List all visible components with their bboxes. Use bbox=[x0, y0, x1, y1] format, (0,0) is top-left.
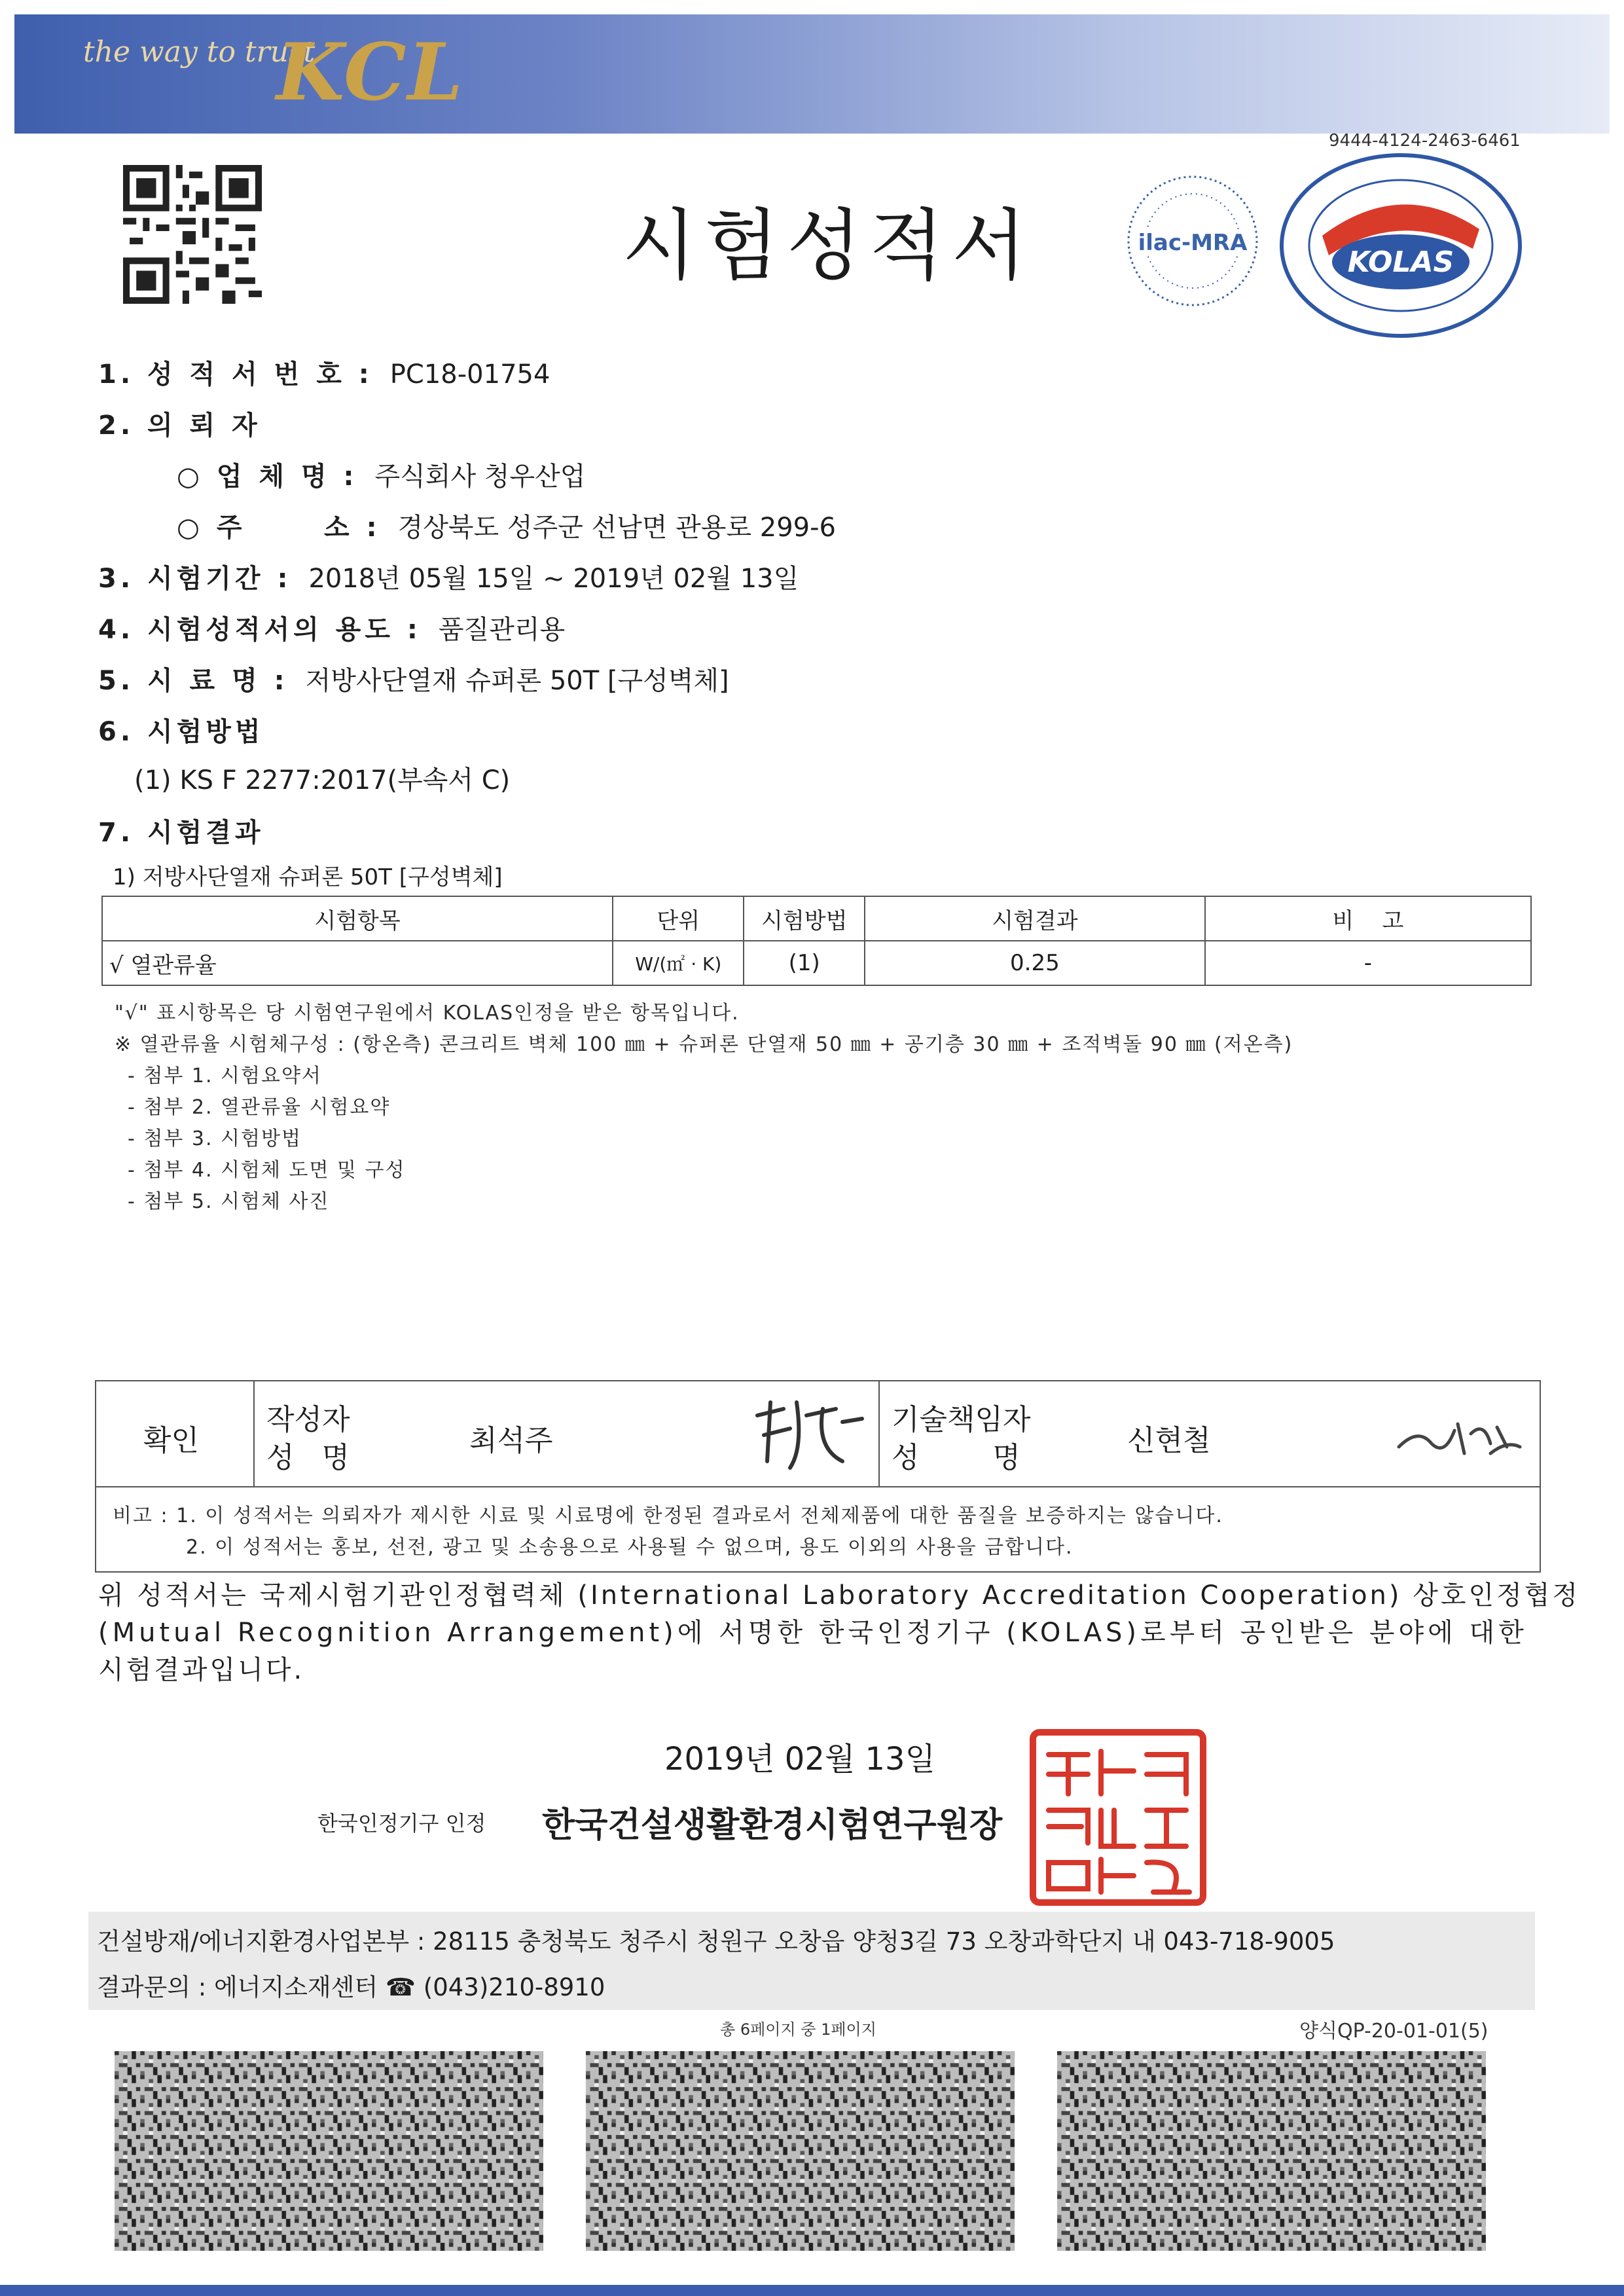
statement-line: 시험결과입니다. bbox=[98, 1655, 305, 1685]
security-barcode-icon bbox=[1057, 2051, 1486, 2251]
test-result-subtitle: 1) 저방사단열재 슈퍼론 50T [구성벽체] bbox=[113, 864, 503, 890]
results-table bbox=[101, 896, 1532, 986]
kolas-label: KOLAS bbox=[1347, 246, 1454, 279]
tech-role: 기술책임자 bbox=[892, 1403, 1031, 1436]
company-row bbox=[177, 456, 585, 493]
table-header-row bbox=[102, 896, 1531, 941]
author-name-label: 성 명 bbox=[266, 1441, 350, 1474]
report-number-value: PC18-01754 bbox=[389, 359, 550, 390]
note-line: ※ 열관류율 시험체구성 : (항온측) 콘크리트 벽체 100 ㎜ + 슈퍼론 단열재 50 ㎜ + 공기층 30 ㎜ + 조적벽돌 90 ㎜ (저온측) bbox=[115, 1033, 1293, 1056]
page-info: 총 6페이지 중 1페이지 bbox=[720, 2020, 876, 2039]
note-line: - 첨부 3. 시험방법 bbox=[128, 1127, 302, 1150]
test-method-value: (1) KS F 2277:2017(부속서 C) bbox=[134, 765, 511, 795]
table-cell: (1) bbox=[744, 941, 865, 985]
table-cell: √ 열관류율 bbox=[102, 941, 613, 985]
table-header-cell: 시험결과 bbox=[865, 896, 1205, 941]
table-header-cell: 시험방법 bbox=[744, 896, 865, 941]
table-cell: W/(㎡ · K) bbox=[613, 941, 744, 985]
issuer-name: 한국건설생활환경시험연구원장 bbox=[542, 1806, 1003, 1845]
remark-line: 2. 이 성적서는 홍보, 선전, 광고 및 소송용으로 사용될 수 없으며, 용도 이외의 사용을 금합니다. bbox=[186, 1536, 1074, 1559]
report-number-row bbox=[98, 354, 550, 391]
author-name: 최석주 bbox=[469, 1424, 553, 1457]
statement-line: (Mutual Recognition Arrangement)에 서명한 한국인정기구 (KOLAS)로부터 공인받은 분야에 대한 bbox=[98, 1618, 1528, 1648]
note-line: - 첨부 1. 시험요약서 bbox=[128, 1065, 322, 1087]
ilac-mra-badge-icon bbox=[1121, 169, 1265, 313]
address-label: ○ 주 소 : bbox=[177, 513, 381, 543]
kcl-logo: KCL bbox=[276, 26, 464, 118]
address-value: 경상북도 성주군 선남면 관용로 299-6 bbox=[397, 513, 837, 543]
purpose-row bbox=[98, 609, 565, 646]
table-header-cell: 비 고 bbox=[1205, 896, 1531, 941]
issuer-prefix: 한국인정기구 인정 bbox=[317, 1811, 486, 1836]
remark-line: 비고 : 1. 이 성적서는 의뢰자가 제시한 시료 및 시료명에 한정된 결과로서 전체제품에 대한 품질을 보증하지는 않습니다. bbox=[113, 1504, 1223, 1527]
table-header-cell: 단위 bbox=[613, 896, 744, 941]
confirm-label: 확인 bbox=[143, 1424, 200, 1457]
company-value: 주식회사 청우산업 bbox=[374, 462, 586, 492]
security-barcode-icon bbox=[586, 2051, 1015, 2251]
tech-name: 신현철 bbox=[1127, 1424, 1211, 1457]
form-code: 양식QP-20-01-01(5) bbox=[1299, 2020, 1489, 2043]
test-method-heading bbox=[98, 711, 264, 748]
sample-name-label: 5. 시 료 명 : bbox=[98, 666, 289, 696]
test-period-row bbox=[98, 558, 799, 595]
purpose-label: 4. 시험성적서의 용도 : bbox=[98, 615, 422, 645]
author-signature-icon bbox=[744, 1389, 869, 1481]
test-period-label: 3. 시험기간 : bbox=[98, 564, 292, 594]
issue-date: 2019년 02월 13일 bbox=[664, 1741, 935, 1777]
page-title: 시험성적서 bbox=[622, 200, 1034, 291]
security-barcode-icon bbox=[115, 2051, 543, 2251]
note-line: - 첨부 5. 시험체 사진 bbox=[128, 1190, 330, 1213]
table-row bbox=[102, 941, 1531, 985]
note-line: - 첨부 2. 열관류율 시험요약 bbox=[128, 1096, 391, 1119]
report-number-label: 1. 성 적 서 번 호 : bbox=[98, 359, 373, 390]
signature-box bbox=[95, 1380, 1541, 1573]
official-seal-icon bbox=[1029, 1728, 1207, 1906]
requester-label: 2. 의 뢰 자 bbox=[98, 410, 261, 441]
tech-signature-icon bbox=[1392, 1408, 1523, 1467]
tagline: the way to trust bbox=[83, 35, 316, 69]
note-line: "√" 표시항목은 당 시험연구원에서 KOLAS인정을 받은 항목입니다. bbox=[115, 1002, 740, 1025]
footer-contact: 결과문의 : 에너지소재센터 ☎ (043)210-8910 bbox=[97, 1973, 605, 2001]
table-cell: 0.25 bbox=[865, 941, 1205, 985]
sample-name-value: 저방사단열재 슈퍼론 50T [구성벽체] bbox=[305, 666, 729, 696]
footer-address: 건설방재/에너지환경사업본부 : 28115 충청북도 청주시 청원구 오창읍 양청3길 73 오창과학단지 내 043-718-9005 bbox=[97, 1927, 1335, 1956]
test-result-label: 7. 시험결과 bbox=[98, 818, 264, 848]
kolas-badge-icon bbox=[1276, 151, 1525, 340]
header-banner bbox=[14, 14, 1610, 134]
table-cell: - bbox=[1205, 941, 1531, 985]
tech-name-label: 성 명 bbox=[892, 1441, 1020, 1474]
author-role: 작성자 bbox=[266, 1403, 350, 1436]
company-label: ○ 업 체 명 : bbox=[177, 462, 358, 492]
statement-line: 위 성적서는 국제시험기관인정협력체 (International Laboratory Accreditation Cooperation) 상호인정협정 bbox=[98, 1580, 1581, 1611]
signature-row bbox=[96, 1381, 1540, 1487]
address-row bbox=[177, 507, 836, 544]
table-header-cell: 시험항목 bbox=[102, 896, 613, 941]
bottom-rule bbox=[0, 2285, 1624, 2296]
document-number: 9444-4124-2463-6461 bbox=[1329, 131, 1521, 151]
test-period-value: 2018년 05월 15일 ~ 2019년 02월 13일 bbox=[308, 564, 799, 594]
sample-name-row bbox=[98, 660, 729, 697]
qr-code-icon bbox=[123, 165, 262, 304]
test-result-heading bbox=[98, 812, 264, 849]
ilac-label: ilac-MRA bbox=[1138, 230, 1248, 256]
purpose-value: 품질관리용 bbox=[438, 615, 566, 645]
requester-heading bbox=[98, 405, 261, 442]
note-line: - 첨부 4. 시험체 도면 및 구성 bbox=[128, 1159, 406, 1182]
test-method-label: 6. 시험방법 bbox=[98, 717, 264, 747]
